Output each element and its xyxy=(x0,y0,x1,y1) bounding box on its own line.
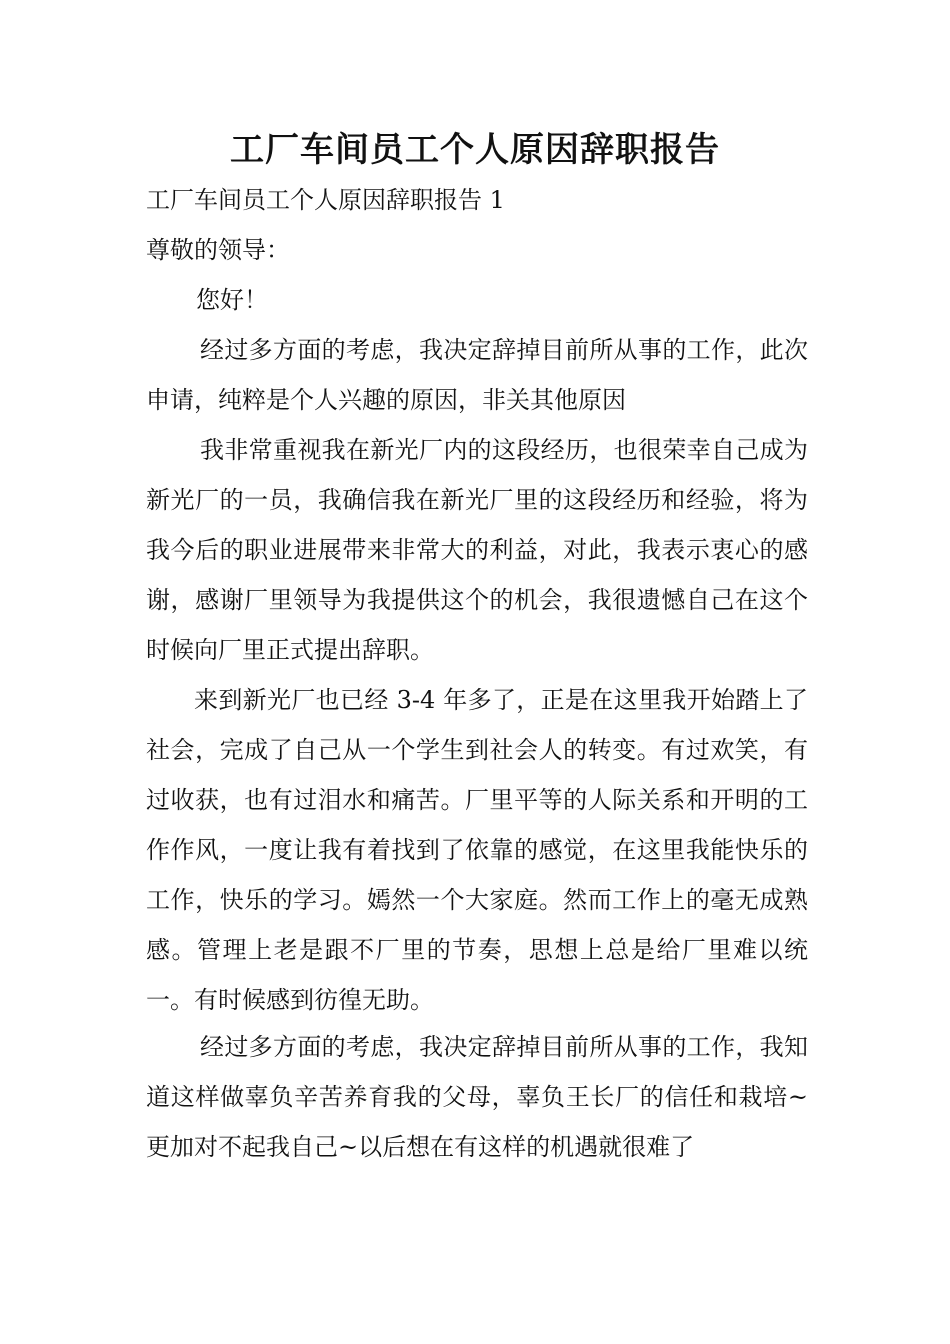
paragraph-4: 经过多方面的考虑，我决定辞掉目前所从事的工作，我知道这样做辜负辛苦养育我的父母，辜负王长厂的信任和栽培~更加对不起我自己~以后想在有这样的机遇就很难了 xyxy=(146,1033,808,1161)
greeting: 您好！ xyxy=(196,286,268,314)
paragraph-1: 经过多方面的考虑，我决定辞掉目前所从事的工作，此次申请，纯粹是个人兴趣的原因，非关其他原因 xyxy=(146,336,808,414)
document-subtitle: 工厂车间员工个人原因辞职报告 1 xyxy=(146,186,505,214)
document-title: 工厂车间员工个人原因辞职报告 xyxy=(230,130,720,170)
paragraph-3: 来到新光厂也已经 3-4 年多了，正是在这里我开始踏上了社会，完成了自己从一个学生到社会人的转变。有过欢笑，有过收获，也有过泪水和痛苦。厂里平等的人际关系和开明的工作作风，一度让我有着找到了依靠的感觉，在这里我能快乐的工作，快乐的学习。嫣然一个大家庭。然而工作上的毫无成熟感。管理上老是跟不厂里的节奏，思想上总是给厂里难以统一。有时候感到彷徨无助。 xyxy=(146,686,808,1014)
salutation: 尊敬的领导： xyxy=(146,236,290,264)
paragraph-2: 我非常重视我在新光厂内的这段经历，也很荣幸自己成为新光厂的一员，我确信我在新光厂里的这段经历和经验，将为我今后的职业进展带来非常大的利益，对此，我表示衷心的感谢，感谢厂里领导为我提供这个的机会，我很遗憾自己在这个时候向厂里正式提出辞职。 xyxy=(146,436,808,664)
